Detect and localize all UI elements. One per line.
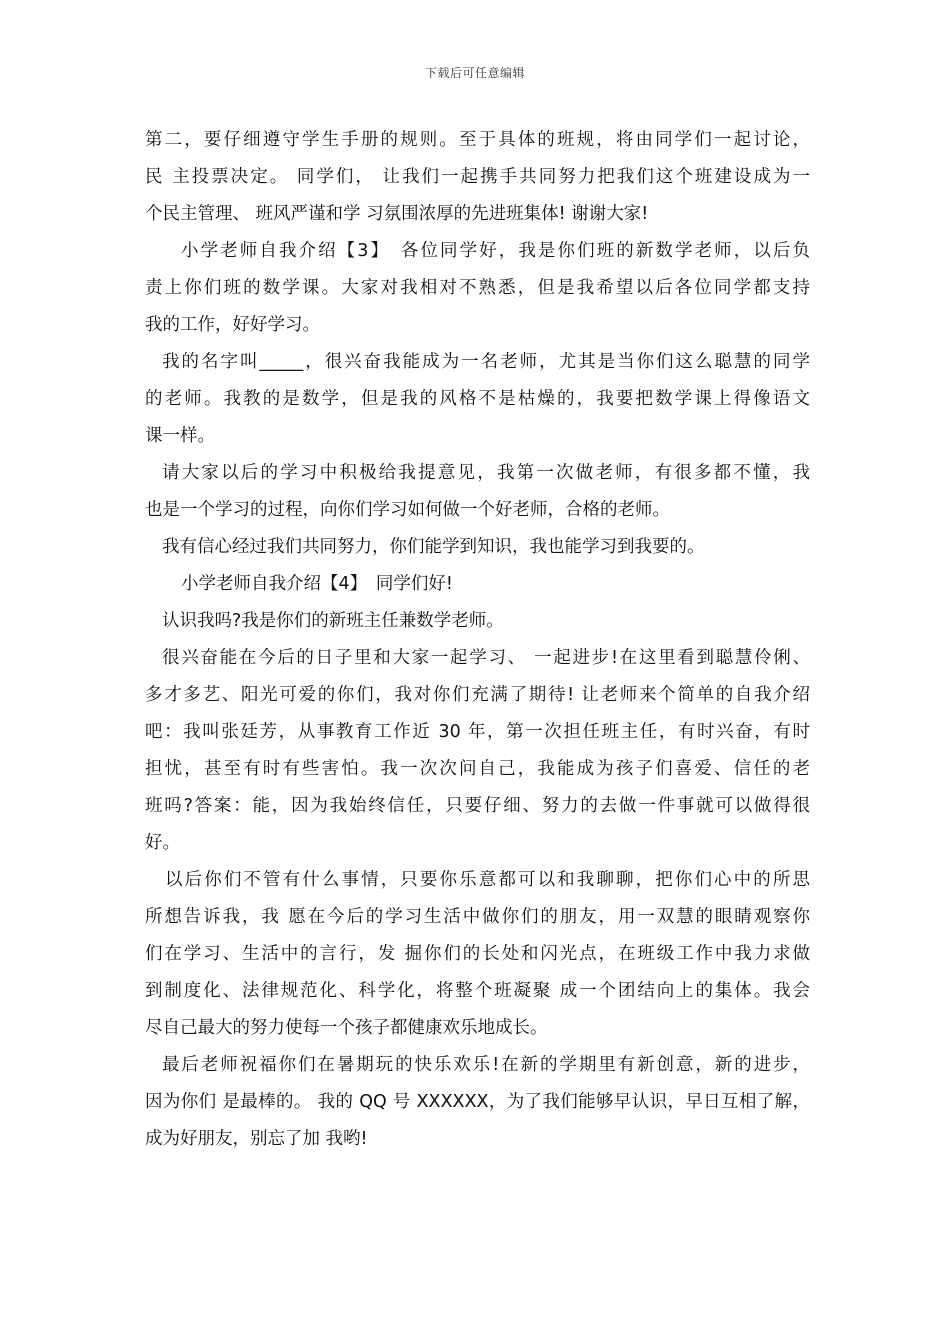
text-line: 责上你们班的数学课。大家对我相对不熟悉，但是我希望以后各位同学都支持 [145, 278, 810, 298]
text-line: 我的名字叫_____，很兴奋我能成为一名老师，尤其是当你们这么聪慧的同学 [162, 352, 810, 372]
text-line: 认识我吗?我是你们的新班主任兼数学老师。 [162, 611, 504, 631]
page-header: 下载后可任意编辑 [424, 66, 525, 80]
text-line: 到制度化、法律规范化、科学化，将整个班凝聚 成一个团结向上的集体。我会 [145, 981, 810, 1001]
text-line: 的老师。我教的是数学，但是我的风格不是枯燥的，我要把数学课上得像语文 [145, 389, 810, 409]
text-line: 成为好朋友，别忘了加 我哟! [145, 1129, 368, 1149]
text-line: 吧：我叫张廷芳，从事教育工作近 30 年，第一次担任班主任，有时兴奋，有时 [145, 722, 810, 742]
text-line: 个民主管理、 班风严谨和学 习氛围浓厚的先进班集体! 谢谢大家! [145, 204, 649, 224]
text-line: 担忧，甚至有时有些害怕。我一次次问自己，我能成为孩子们喜爱、信任的老 [145, 759, 810, 779]
text-line: 以后你们不管有什么事情，只要你乐意都可以和我聊聊，把你们心中的所思 [165, 870, 810, 890]
text-line: 最后老师祝福你们在暑期玩的快乐欢乐!在新的学期里有新创意，新的进步， [162, 1055, 810, 1075]
text-line: 很兴奋能在今后的日子里和大家一起学习、 一起进步!在这里看到聪慧伶俐、 [162, 648, 810, 668]
text-line: 请大家以后的学习中积极给我提意见，我第一次做老师，有很多都不懂，我 [162, 463, 810, 483]
text-line: 也是一个学习的过程，向你们学习如何做一个好老师，合格的老师。 [145, 500, 670, 520]
text-line: 尽自己最大的努力使每一个孩子都健康欢乐地成长。 [145, 1018, 548, 1038]
text-line: 因为你们 是最棒的。 我的 QQ 号 XXXXXX，为了我们能够早认识，早日互相了解， [145, 1092, 810, 1112]
text-line: 民 主投票决定。 同学们， 让我们一起携手共同努力把我们这个班建设成为一 [145, 167, 810, 187]
text-line: 所想告诉我，我 愿在今后的学习生活中做你们的朋友，用一双慧的眼睛观察你 [145, 907, 810, 927]
text-line: 我有信心经过我们共同努力，你们能学到知识，我也能学习到我要的。 [162, 537, 705, 557]
text-line: 课一样。 [145, 426, 215, 446]
text-line: 班吗?答案：能，因为我始终信任，只要仔细、努力的去做一件事就可以做得很 [145, 796, 810, 816]
text-line: 多才多艺、阳光可爱的你们，我对你们充满了期待! 让老师来个简单的自我介绍 [145, 685, 810, 705]
document-body [145, 122, 810, 1158]
text-line: 们在学习、生活中的言行，发 掘你们的长处和闪光点，在班级工作中我力求做 [145, 944, 810, 964]
text-line: 好。 [145, 833, 180, 853]
text-line: 第二，要仔细遵守学生手册的规则。至于具体的班规，将由同学们一起讨论， [145, 130, 810, 150]
section-heading-line: 小学老师自我介绍【4】 同学们好! [181, 574, 453, 594]
section-heading-line: 小学老师自我介绍【3】 各位同学好，我是你们班的新数学老师，以后负 [181, 241, 810, 261]
text-line: 我的工作，好好学习。 [145, 315, 320, 335]
